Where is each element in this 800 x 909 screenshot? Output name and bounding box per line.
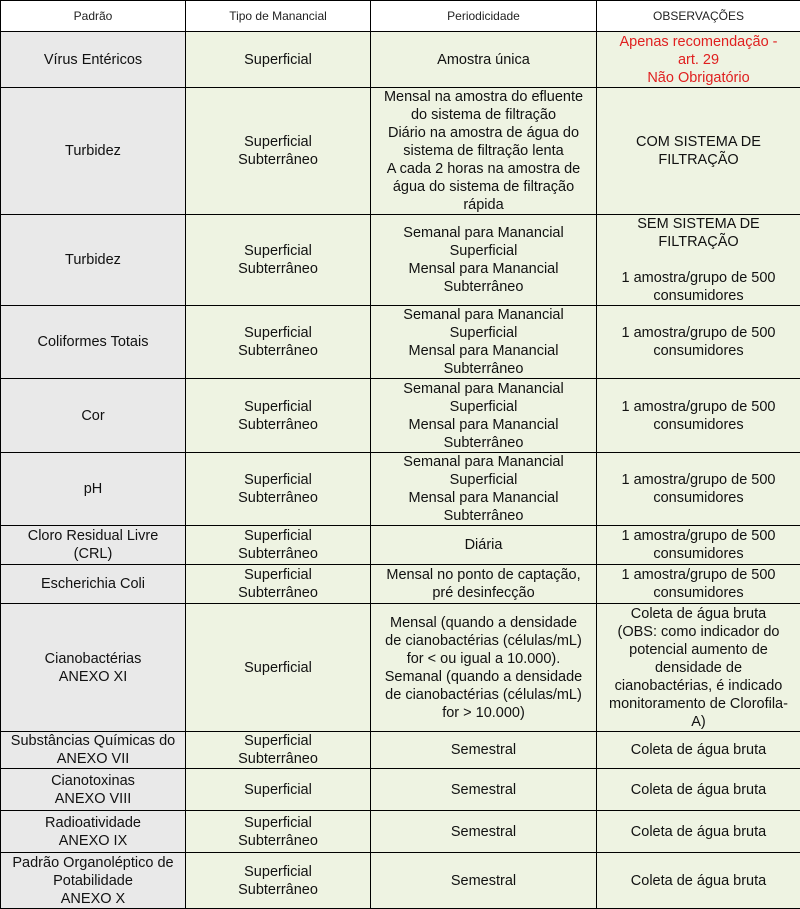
- cell-observacoes: [597, 853, 800, 909]
- cell-text-line: sistema de filtração lenta: [375, 142, 592, 160]
- cell-text-line: Superficial: [190, 242, 366, 260]
- table-row: [1, 88, 800, 215]
- table-row: [1, 306, 800, 379]
- cell-text-line: 1 amostra/grupo de 500: [601, 398, 796, 416]
- cell-text-line: Superficial: [375, 471, 592, 489]
- cell-text-line: ANEXO XI: [5, 668, 181, 686]
- cell-periodicidade: [371, 88, 597, 215]
- cell-text-line: Superficial: [375, 398, 592, 416]
- cell-text-line: SEM SISTEMA DE: [601, 215, 796, 233]
- cell-padrao: [1, 88, 186, 215]
- cell-text-line: ANEXO VIII: [5, 790, 181, 808]
- cell-text-line: Superficial: [190, 133, 366, 151]
- cell-text-line: do sistema de filtração: [375, 106, 592, 124]
- cell-text-line: Potabilidade: [5, 872, 181, 890]
- cell-text-line: Semestral: [375, 781, 592, 799]
- cell-padrao: [1, 453, 186, 526]
- cell-periodicidade: [371, 215, 597, 306]
- cell-text-line: Subterrâneo: [190, 832, 366, 850]
- cell-text-line: Cor: [5, 407, 181, 425]
- cell-text-line: Superficial: [375, 324, 592, 342]
- cell-observacoes: [597, 604, 800, 732]
- table-row: [1, 215, 800, 306]
- cell-text-line: Escherichia Coli: [5, 575, 181, 593]
- cell-periodicidade: [371, 732, 597, 769]
- cell-tipo: [186, 526, 371, 565]
- cell-padrao: [1, 379, 186, 453]
- cell-text-line: pré desinfecção: [375, 584, 592, 602]
- cell-text-line: de cianobactérias (células/mL): [375, 686, 592, 704]
- cell-observacoes: [597, 732, 800, 769]
- cell-padrao: [1, 215, 186, 306]
- cell-text-line: Coliformes Totais: [5, 333, 181, 351]
- table-row: [1, 732, 800, 769]
- cell-text-line: Semanal (quando a densidade: [375, 668, 592, 686]
- col-header-observacoes: OBSERVAÇÕES: [597, 1, 800, 32]
- blank-line: [601, 251, 796, 269]
- cell-tipo: [186, 732, 371, 769]
- cell-periodicidade: [371, 604, 597, 732]
- table-row: [1, 379, 800, 453]
- table-body: [1, 32, 800, 909]
- cell-text-line: Subterrâneo: [190, 151, 366, 169]
- cell-text-line: 1 amostra/grupo de 500: [601, 324, 796, 342]
- cell-padrao: [1, 32, 186, 88]
- cell-text-line: FILTRAÇÃO: [601, 233, 796, 251]
- col-header-periodicidade: Periodicidade: [371, 1, 597, 32]
- cell-text-line: Subterrâneo: [190, 881, 366, 899]
- cell-text-line: Coleta de água bruta: [601, 605, 796, 623]
- cell-text-line: Subterrâneo: [190, 416, 366, 434]
- cell-text-line: monitoramento de Clorofila-: [601, 695, 796, 713]
- cell-text-line: Diária: [375, 536, 592, 554]
- cell-text-line: Superficial: [190, 732, 366, 750]
- cell-text-line: Coleta de água bruta: [601, 872, 796, 890]
- cell-tipo: [186, 453, 371, 526]
- cell-text-line: Superficial: [190, 659, 366, 677]
- cell-text-line: COM SISTEMA DE: [601, 133, 796, 151]
- cell-text-line: 1 amostra/grupo de 500: [601, 566, 796, 584]
- cell-tipo: [186, 769, 371, 811]
- cell-observacoes: [597, 565, 800, 604]
- cell-text-line: Superficial: [190, 527, 366, 545]
- cell-text-line: art. 29: [601, 51, 796, 69]
- cell-observacoes: [597, 306, 800, 379]
- cell-text-line: A cada 2 horas na amostra de: [375, 160, 592, 178]
- table-row: [1, 604, 800, 732]
- cell-text-line: Subterrâneo: [375, 434, 592, 452]
- cell-text-line: Mensal para Manancial: [375, 342, 592, 360]
- cell-periodicidade: [371, 853, 597, 909]
- cell-text-line: Amostra única: [375, 51, 592, 69]
- cell-text-line: Coleta de água bruta: [601, 781, 796, 799]
- cell-text-line: ANEXO IX: [5, 832, 181, 850]
- cell-text-line: Superficial: [190, 398, 366, 416]
- cell-padrao: [1, 732, 186, 769]
- cell-tipo: [186, 32, 371, 88]
- cell-text-line: pH: [5, 480, 181, 498]
- cell-text-line: consumidores: [601, 545, 796, 563]
- cell-observacoes: [597, 88, 800, 215]
- cell-text-line: 1 amostra/grupo de 500: [601, 269, 796, 287]
- cell-periodicidade: [371, 32, 597, 88]
- cell-text-line: 1 amostra/grupo de 500: [601, 471, 796, 489]
- cell-text-line: for > 10.000): [375, 704, 592, 722]
- cell-text-line: Subterrâneo: [190, 584, 366, 602]
- cell-text-line: Subterrâneo: [190, 342, 366, 360]
- cell-text-line: potencial aumento de: [601, 641, 796, 659]
- cell-text-line: Mensal na amostra do efluente: [375, 88, 592, 106]
- cell-observacoes: [597, 379, 800, 453]
- cell-text-line: Subterrâneo: [375, 278, 592, 296]
- cell-text-line: Superficial: [190, 863, 366, 881]
- cell-periodicidade: [371, 306, 597, 379]
- cell-text-line: Coleta de água bruta: [601, 823, 796, 841]
- cell-text-line: Turbidez: [5, 251, 181, 269]
- cell-periodicidade: [371, 379, 597, 453]
- cell-text-line: Semanal para Manancial: [375, 306, 592, 324]
- col-header-tipo: Tipo de Manancial: [186, 1, 371, 32]
- cell-text-line: Diário na amostra de água do: [375, 124, 592, 142]
- cell-periodicidade: [371, 811, 597, 853]
- cell-text-line: (OBS: como indicador do: [601, 623, 796, 641]
- cell-periodicidade: [371, 453, 597, 526]
- cell-text-line: Superficial: [190, 566, 366, 584]
- cell-text-line: consumidores: [601, 416, 796, 434]
- cell-text-line: Cianobactérias: [5, 650, 181, 668]
- cell-tipo: [186, 604, 371, 732]
- cell-text-line: Superficial: [190, 814, 366, 832]
- cell-text-line: Apenas recomendação -: [601, 33, 796, 51]
- cell-padrao: [1, 306, 186, 379]
- cell-text-line: cianobactérias, é indicado: [601, 677, 796, 695]
- cell-text-line: água do sistema de filtração: [375, 178, 592, 196]
- cell-text-line: Semestral: [375, 872, 592, 890]
- cell-observacoes: [597, 811, 800, 853]
- table-row: [1, 811, 800, 853]
- cell-tipo: [186, 306, 371, 379]
- table-row: [1, 453, 800, 526]
- cell-text-line: Subterrâneo: [190, 260, 366, 278]
- cell-periodicidade: [371, 565, 597, 604]
- cell-text-line: Mensal para Manancial: [375, 260, 592, 278]
- cell-text-line: Mensal (quando a densidade: [375, 614, 592, 632]
- cell-text-line: Subterrâneo: [375, 507, 592, 525]
- cell-text-line: Mensal no ponto de captação,: [375, 566, 592, 584]
- cell-text-line: Semestral: [375, 823, 592, 841]
- cell-padrao: [1, 853, 186, 909]
- cell-text-line: densidade de: [601, 659, 796, 677]
- cell-tipo: [186, 811, 371, 853]
- table-row: [1, 565, 800, 604]
- cell-text-line: A): [601, 713, 796, 731]
- cell-text-line: ANEXO X: [5, 890, 181, 908]
- cell-tipo: [186, 88, 371, 215]
- cell-observacoes: [597, 32, 800, 88]
- cell-tipo: [186, 565, 371, 604]
- col-header-padrao: Padrão: [1, 1, 186, 32]
- table-row: [1, 526, 800, 565]
- cell-text-line: consumidores: [601, 287, 796, 305]
- cell-text-line: Subterrâneo: [190, 545, 366, 563]
- cell-text-line: Turbidez: [5, 142, 181, 160]
- cell-tipo: [186, 379, 371, 453]
- cell-padrao: [1, 565, 186, 604]
- cell-text-line: Subterrâneo: [190, 489, 366, 507]
- cell-text-line: Cianotoxinas: [5, 772, 181, 790]
- cell-text-line: Mensal para Manancial: [375, 489, 592, 507]
- cell-text-line: Superficial: [190, 471, 366, 489]
- cell-text-line: Vírus Entéricos: [5, 51, 181, 69]
- cell-text-line: consumidores: [601, 489, 796, 507]
- cell-text-line: Semanal para Manancial: [375, 224, 592, 242]
- cell-padrao: [1, 604, 186, 732]
- cell-text-line: ANEXO VII: [5, 750, 181, 768]
- table-row: [1, 32, 800, 88]
- cell-text-line: Coleta de água bruta: [601, 741, 796, 759]
- cell-text-line: Subterrâneo: [375, 360, 592, 378]
- cell-text-line: FILTRAÇÃO: [601, 151, 796, 169]
- cell-text-line: Padrão Organoléptico de: [5, 854, 181, 872]
- cell-text-line: Cloro Residual Livre: [5, 527, 181, 545]
- cell-text-line: consumidores: [601, 584, 796, 602]
- cell-text-line: Semanal para Manancial: [375, 453, 592, 471]
- table-row: [1, 769, 800, 811]
- cell-padrao: [1, 769, 186, 811]
- cell-observacoes: [597, 769, 800, 811]
- cell-text-line: Radioatividade: [5, 814, 181, 832]
- cell-text-line: Semestral: [375, 741, 592, 759]
- cell-text-line: Superficial: [190, 324, 366, 342]
- cell-observacoes: [597, 526, 800, 565]
- cell-text-line: for < ou igual a 10.000).: [375, 650, 592, 668]
- cell-periodicidade: [371, 769, 597, 811]
- cell-text-line: (CRL): [5, 545, 181, 563]
- cell-text-line: rápida: [375, 196, 592, 214]
- cell-text-line: Semanal para Manancial: [375, 380, 592, 398]
- cell-text-line: Não Obrigatório: [601, 69, 796, 87]
- cell-text-line: Mensal para Manancial: [375, 416, 592, 434]
- cell-text-line: Superficial: [190, 781, 366, 799]
- cell-observacoes: [597, 453, 800, 526]
- header-row: [1, 1, 800, 32]
- cell-text-line: de cianobactérias (células/mL): [375, 632, 592, 650]
- cell-text-line: Superficial: [375, 242, 592, 260]
- cell-tipo: [186, 853, 371, 909]
- cell-periodicidade: [371, 526, 597, 565]
- cell-text-line: Subterrâneo: [190, 750, 366, 768]
- cell-text-line: 1 amostra/grupo de 500: [601, 527, 796, 545]
- cell-observacoes: [597, 215, 800, 306]
- table-row: [1, 853, 800, 909]
- cell-padrao: [1, 811, 186, 853]
- cell-text-line: Superficial: [190, 51, 366, 69]
- cell-tipo: [186, 215, 371, 306]
- cell-padrao: [1, 526, 186, 565]
- cell-text-line: consumidores: [601, 342, 796, 360]
- cell-text-line: Substâncias Químicas do: [5, 732, 181, 750]
